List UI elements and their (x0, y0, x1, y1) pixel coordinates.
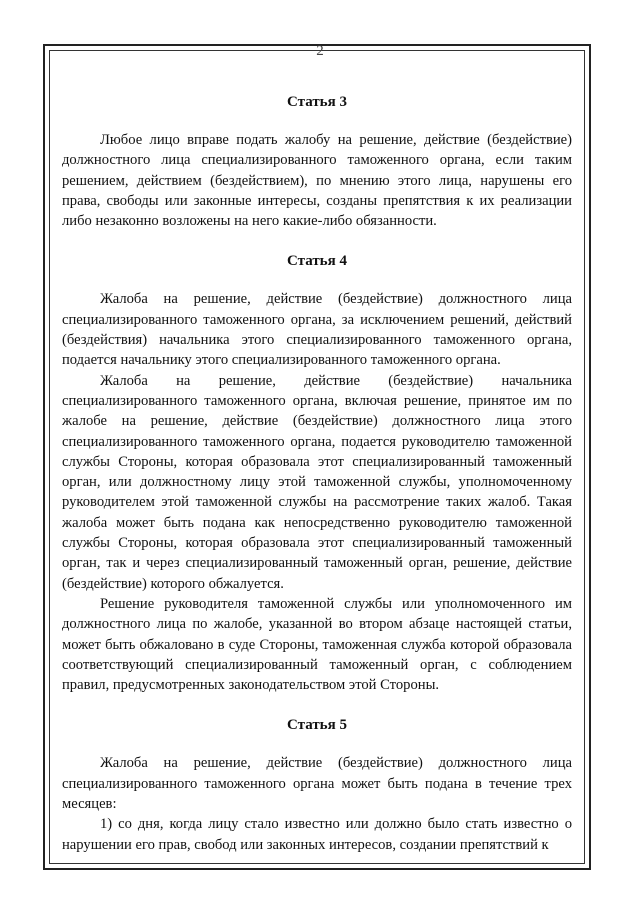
article-4 (62, 251, 572, 695)
article-3-paragraph-1: Любое лицо вправе подать жалобу на решение, действие (бездействие) должностного лица специализированного таможенного органа, если таким решением, действием (бездействием), по мнению этого лица, нарушены его права, свободы или законные интересы, созданы препятствия к их реализации либо незаконно возложены на него какие-либо обязанности. (62, 132, 572, 230)
page-number: 2 (316, 43, 324, 59)
article-3-title: Статья 3 (287, 94, 347, 110)
article-3 (62, 92, 572, 231)
article-4-paragraph-1: Жалоба на решение, действие (бездействие) должностного лица специализированного таможенного органа, за исключением решений, действий (бездействия) начальника этого специализированного таможенного органа, подается начальнику этого специализированного таможенного органа. (62, 291, 572, 369)
article-5-title: Статья 5 (287, 717, 347, 734)
article-5-paragraph-1: Жалоба на решение, действие (бездействие) должностного лица специализированного таможенного органа может быть подана в течение трех месяцев: (62, 755, 572, 813)
article-5 (62, 715, 572, 854)
document-body (62, 92, 572, 855)
article-4-title: Статья 4 (287, 253, 347, 270)
article-4-paragraph-3: Решение руководителя таможенной службы или уполномоченного им должностного лица по жалобе, указанной во втором абзаце настоящей статьи, может быть обжаловано в суде Стороны, таможенная служба которой образовала соответствующий специализированный таможенный орган, с соблюдением правил, предусмотренных законодательством этой Стороны. (62, 595, 572, 694)
article-5-paragraph-2: 1) со дня, когда лицу стало известно или должно было стать известно о нарушении его прав, свобод или законных интересов, создании препятствий к (62, 816, 572, 853)
article-4-paragraph-2: Жалоба на решение, действие (бездействие) начальника специализированного таможенного органа, включая решение, принятое им по жалобе на решение, действие (бездействие) должностного лица этого специализированного таможенного органа, подается руководителю таможенной службы Стороны, которая образовала этот специализированный таможенный орган, или должностному лицу этой таможенной службы, уполномоченному руководителем этой таможенной службы на рассмотрение таких жалоб. Такая жалоба может быть подана как непосредственно руководителю таможенной службы Стороны, которая образовала этот специализированный таможенный орган, так и через специализированный таможенный орган, решение, действие (бездействие) которого обжалуется. (62, 372, 572, 592)
